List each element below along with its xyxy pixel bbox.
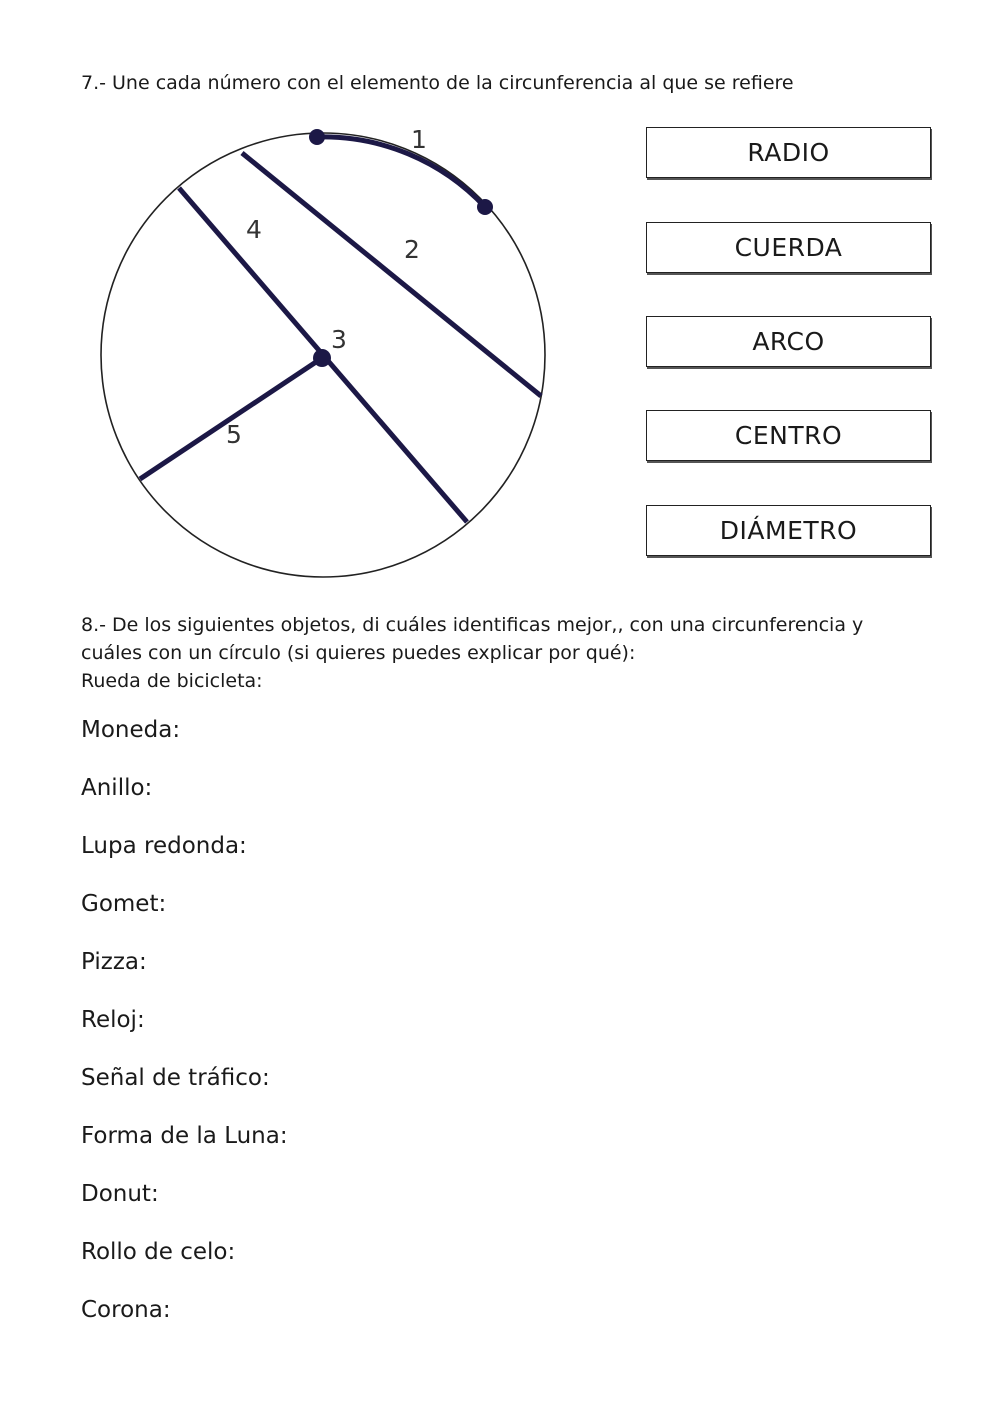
list-item: Señal de tráfico: — [81, 1065, 270, 1091]
label-5: 5 — [226, 420, 242, 449]
list-item: Donut: — [81, 1181, 159, 1207]
question-8-line-1: 8.- De los siguientes objetos, di cuáles identificas mejor,, con una circunferencia y — [81, 614, 864, 636]
question-8 — [81, 611, 931, 695]
list-item: Anillo: — [81, 775, 153, 801]
list-item: Gomet: — [81, 891, 167, 917]
list-item: Reloj: — [81, 1007, 145, 1033]
answer-box-centro[interactable]: CENTRO — [646, 410, 931, 461]
radius-line — [140, 358, 322, 479]
label-3: 3 — [331, 325, 347, 354]
circle-diagram — [90, 118, 560, 588]
label-4: 4 — [246, 215, 262, 244]
item-rueda-de-bicicleta: Rueda de bicicleta: — [81, 670, 263, 692]
objects-list — [81, 713, 288, 1351]
list-item: Pizza: — [81, 949, 147, 975]
answer-box-arco[interactable]: ARCO — [646, 316, 931, 367]
answer-box-radio[interactable]: RADIO — [646, 127, 931, 178]
answer-box-cuerda[interactable]: CUERDA — [646, 222, 931, 273]
arc-endpoint-a — [309, 129, 325, 145]
label-1: 1 — [411, 125, 427, 154]
chord-line — [242, 153, 541, 396]
center-point — [313, 349, 331, 367]
label-2: 2 — [404, 235, 420, 264]
list-item: Corona: — [81, 1297, 171, 1323]
arc-endpoint-b — [477, 199, 493, 215]
list-item: Lupa redonda: — [81, 833, 247, 859]
list-item: Rollo de celo: — [81, 1239, 236, 1265]
list-item: Forma de la Luna: — [81, 1123, 288, 1149]
question-7-title: 7.- Une cada número con el elemento de la circunferencia al que se refiere — [81, 72, 794, 94]
question-8-line-2: cuáles con un círculo (si quieres puedes explicar por qué): — [81, 642, 636, 664]
answer-box-diametro[interactable]: DIÁMETRO — [646, 505, 931, 556]
list-item: Moneda: — [81, 717, 181, 743]
